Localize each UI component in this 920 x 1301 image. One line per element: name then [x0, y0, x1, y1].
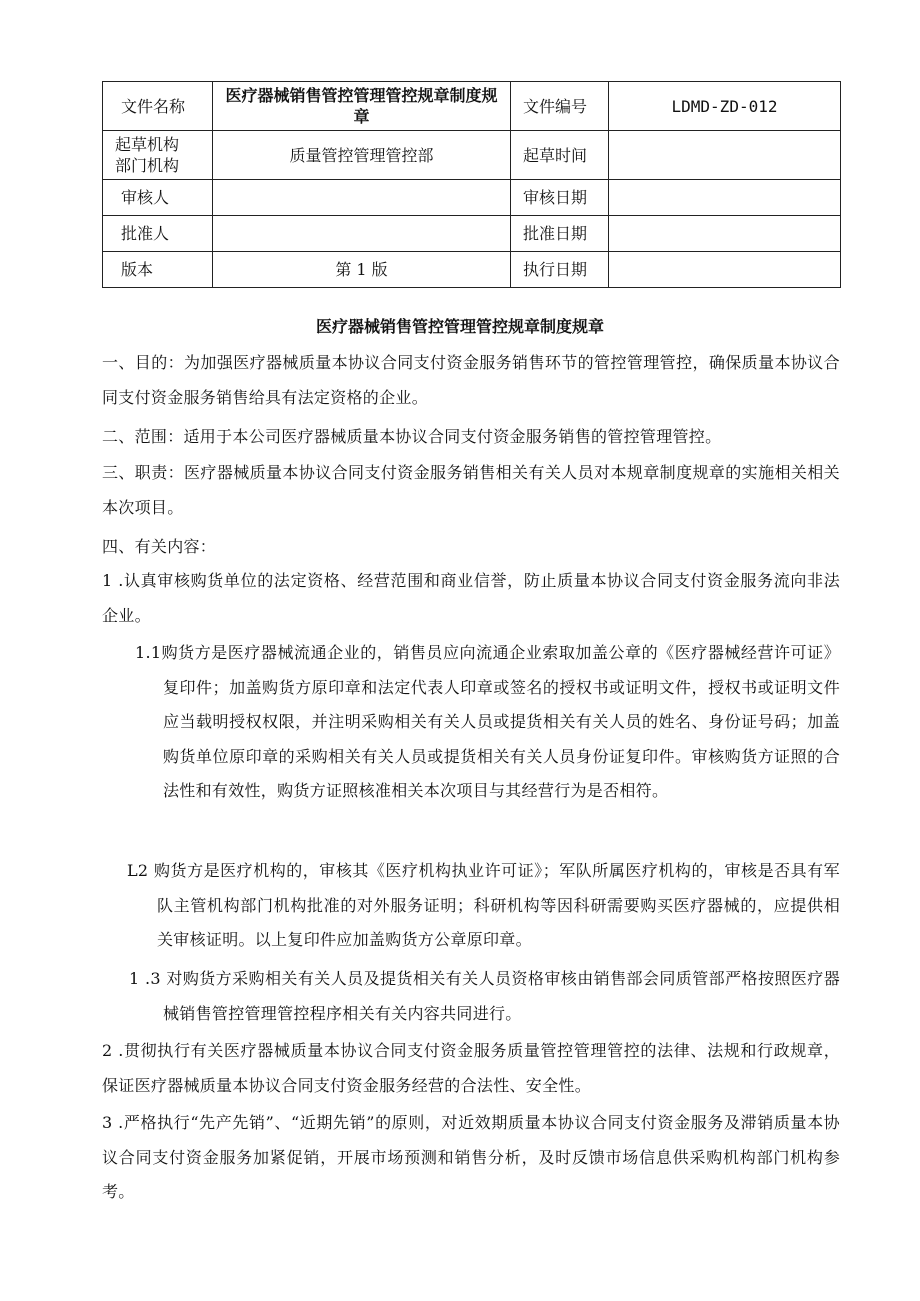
file-name-label: 文件名称 — [103, 82, 213, 131]
effective-date-value — [609, 252, 841, 288]
drafting-department-value: 质量管控管理管控部 — [213, 131, 511, 180]
review-date-label: 审核日期 — [511, 180, 609, 216]
content-item-1-1: 1.1购货方是医疗器械流通企业的，销售员应向流通企业索取加盖公章的《医疗器械经营许可证》复印件；加盖购货方原印章和法定代表人印章或签名的授权书或证明文件，授权书或证明文件应当载明授权权限，并注明采购相关有关人员或提货相关有关人员的姓名、身份证号码；加盖购货单位原印章的采购相关有关人员或提货相关有关人员身份证复印件。审核购货方证照的合法性和有效性，购货方证照核准相关本次项目与其经营行为是否相符。 — [135, 643, 840, 800]
approval-date-value — [609, 216, 841, 252]
reviewer-value — [213, 180, 511, 216]
document-title: 医疗器械销售管控管理管控规章制度规章 — [315, 317, 604, 336]
approval-date-label: 批准日期 — [511, 216, 609, 252]
content-item-1-2: L2 购货方是医疗机构的，审核其《医疗机构执业许可证》；军队所属医疗机构的，审核是否具有军队主管机构部门机构批准的对外服务证明；科研机构等因科研需要购买医疗器械的，应提供相关审核证明。以上复印件应加盖购货方公章原印章。 — [127, 861, 840, 949]
approver-label: 批准人 — [103, 216, 213, 252]
effective-date-label: 执行日期 — [511, 252, 609, 288]
content-item-2: 2 .贯彻执行有关医疗器械质量本协议合同支付资金服务质量管控管理管控的法律、法规和行政规章，保证医疗器械质量本协议合同支付资金服务经营的合法性、安全性。 — [102, 1041, 840, 1095]
file-number-value: LDMD-ZD-012 — [609, 82, 841, 131]
reviewer-label: 审核人 — [103, 180, 213, 216]
section-content-heading: 四、有关内容： — [102, 537, 217, 556]
file-name-value: 医疗器械销售管控管理管控规章制度规章 — [213, 82, 511, 131]
table-row — [103, 180, 841, 216]
table-row — [103, 131, 841, 180]
table-row — [103, 252, 841, 288]
table-row — [103, 216, 841, 252]
review-date-value — [609, 180, 841, 216]
version-value: 第 1 版 — [213, 252, 511, 288]
content-item-1-3: 1 .3 对购货方采购相关有关人员及提货相关有关人员资格审核由销售部会同质管部严格按照医疗器械销售管控管理管控程序相关有关内容共同进行。 — [129, 969, 840, 1023]
drafting-time-value — [609, 131, 841, 180]
document-info-table — [102, 81, 841, 288]
drafting-department-label: 起草机构部门机构 — [103, 131, 213, 180]
table-row — [103, 82, 841, 131]
file-number-label: 文件编号 — [511, 82, 609, 131]
content-item-3: 3 .严格执行“先产先销”、“近期先销”的原则，对近效期质量本协议合同支付资金服务及滞销质量本协议合同支付资金服务加紧促销，开展市场预测和销售分析，及时反馈市场信息供采购机构部门机构参考。 — [102, 1113, 840, 1201]
drafting-time-label: 起草时间 — [511, 131, 609, 180]
section-purpose: 一、目的：为加强医疗器械质量本协议合同支付资金服务销售环节的管控管理管控，确保质量本协议合同支付资金服务销售给具有法定资格的企业。 — [102, 353, 840, 407]
version-label: 版本 — [103, 252, 213, 288]
content-item-1: 1 .认真审核购货单位的法定资格、经营范围和商业信誉，防止质量本协议合同支付资金服务流向非法企业。 — [102, 571, 840, 625]
section-scope: 二、范围：适用于本公司医疗器械质量本协议合同支付资金服务销售的管控管理管控。 — [102, 427, 722, 446]
section-responsibility: 三、职责：医疗器械质量本协议合同支付资金服务销售相关有关人员对本规章制度规章的实施相关相关本次项目。 — [102, 463, 840, 517]
approver-value — [213, 216, 511, 252]
